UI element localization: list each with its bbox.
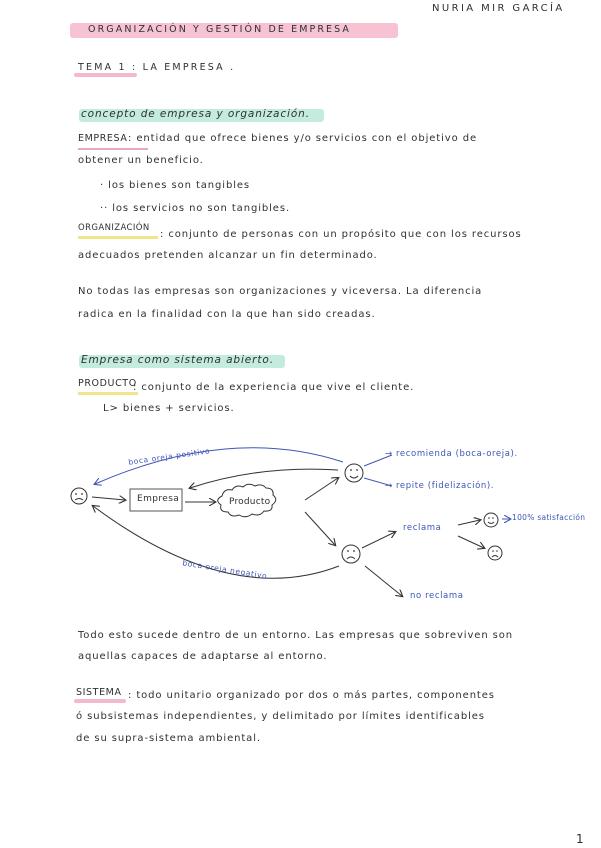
reclama-sad-face-icon bbox=[488, 546, 502, 560]
arrow-to-empresa bbox=[92, 497, 125, 500]
label-boca-oreja-negativo: boca oreja negativo bbox=[181, 558, 269, 581]
label-satisfaccion: 100% satisfacción bbox=[512, 513, 586, 522]
bullet-servicios: ·· los servicios no son tangibles. bbox=[100, 203, 291, 214]
entorno-line1: Todo esto sucede dentro de un entorno. Las empresas que sobreviven son bbox=[78, 630, 513, 641]
page-title: ORGANIZACIÓN Y GESTIÓN DE EMPRESA bbox=[88, 24, 352, 35]
customer-sad-face-icon bbox=[71, 488, 87, 504]
arrow-reclama-sad bbox=[458, 536, 484, 548]
arrow-reclama-happy bbox=[458, 520, 480, 525]
entorno-line2: aquellas capaces de adaptarse al entorno. bbox=[78, 651, 328, 662]
organizacion-definition-line1: : conjunto de personas con un propósito que con los recursos bbox=[160, 229, 522, 240]
sistema-underline bbox=[74, 699, 126, 703]
empresa-definition-line2: obtener un beneficio. bbox=[78, 155, 204, 166]
producto-definition-line1: : conjunto de la experiencia que vive el cliente. bbox=[133, 382, 415, 393]
producto-term: PRODUCTO bbox=[78, 378, 137, 389]
label-reclama: reclama bbox=[403, 523, 442, 533]
organizacion-term: ORGANIZACIÓN bbox=[78, 223, 150, 233]
organizacion-definition-line2: adecuados pretenden alcanzar un fin determinado. bbox=[78, 250, 378, 261]
note-line2: radica en la finalidad con la que han sido creadas. bbox=[78, 309, 376, 320]
label-producto: Producto bbox=[229, 497, 271, 507]
sistema-definition-line2: ó subsistemas independientes, y delimitado por límites identificables bbox=[76, 711, 485, 722]
reclama-happy-face-icon bbox=[484, 513, 498, 527]
arrow-to-reclama bbox=[362, 532, 395, 548]
label-repite: → repite (fidelización). bbox=[385, 481, 495, 491]
note-line1: No todas las empresas son organizaciones y viceversa. La diferencia bbox=[78, 286, 483, 297]
empresa-definition-line1: : entidad que ofrece bienes y/o servicios con el objetivo de bbox=[128, 133, 478, 144]
sistema-definition-line1: : todo unitario organizado por dos o más partes, componentes bbox=[128, 690, 495, 701]
label-recomienda: → recomienda (boca-oreja). bbox=[385, 449, 518, 459]
sistema-term: SISTEMA bbox=[76, 687, 122, 698]
arrow-producto-happy bbox=[305, 478, 338, 500]
page-number: 1 bbox=[576, 832, 585, 846]
section2-heading: Empresa como sistema abierto. bbox=[81, 354, 274, 366]
label-empresa: Empresa bbox=[137, 494, 180, 504]
section1-heading: concepto de empresa y organización. bbox=[81, 108, 310, 120]
author-name: NURIA MIR GARCÍA bbox=[432, 3, 565, 14]
producto-definition-line2: L> bienes + servicios. bbox=[103, 403, 235, 414]
satisfied-customer-face-icon bbox=[345, 464, 363, 482]
unsatisfied-customer-face-icon bbox=[342, 545, 360, 563]
empresa-term: EMPRESA bbox=[78, 133, 128, 144]
arrow-producto-sad bbox=[305, 512, 335, 545]
arrow-to-no-reclama bbox=[365, 566, 402, 596]
arrow-face-to-empresa bbox=[190, 469, 338, 488]
bullet-bienes: · los bienes son tangibles bbox=[100, 180, 251, 191]
label-no-reclama: no reclama bbox=[410, 591, 464, 601]
sistema-definition-line3: de su supra-sistema ambiental. bbox=[76, 733, 261, 744]
tema-heading: TEMA 1 : LA EMPRESA . bbox=[78, 62, 236, 73]
label-boca-oreja-positivo: boca oreja positivo bbox=[127, 446, 211, 467]
